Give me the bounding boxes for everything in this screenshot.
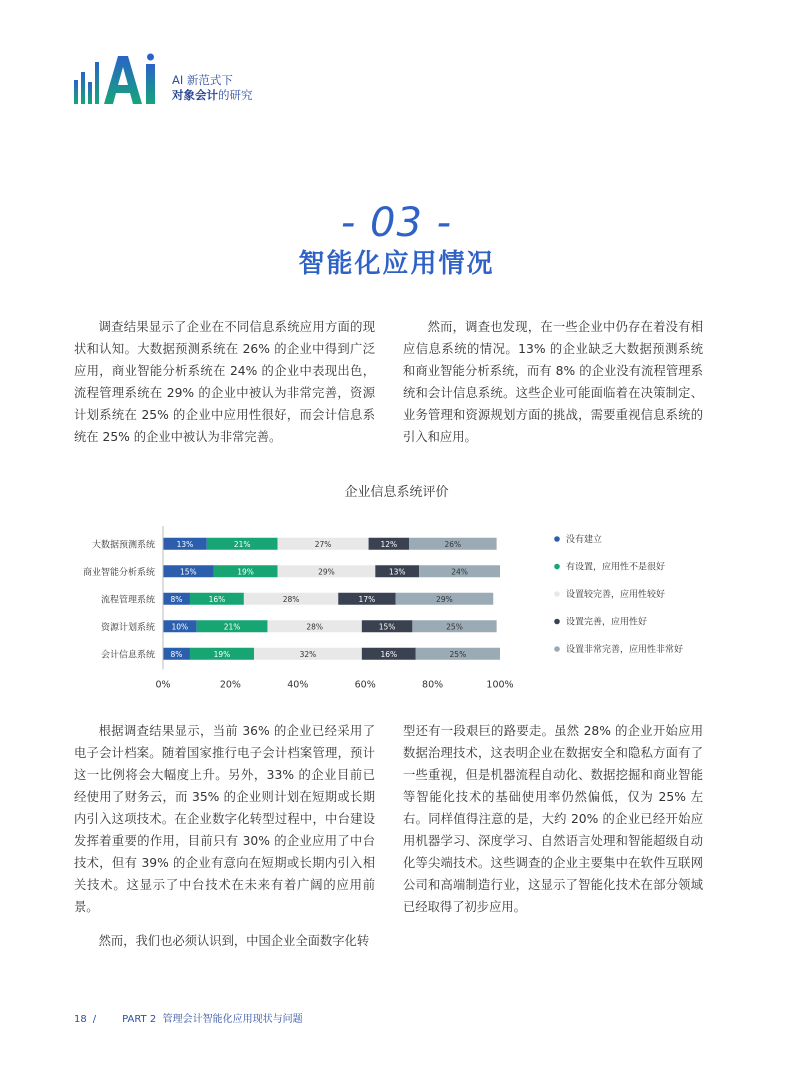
category-label: 大数据预测系统: [91, 540, 155, 551]
brand-line-2-rest: 的研究: [218, 88, 253, 102]
ai-logo: [74, 52, 164, 104]
x-tick-label: 20%: [219, 679, 241, 690]
x-tick-label: 100%: [486, 679, 514, 690]
data-label: 24%: [451, 567, 468, 577]
report-brand: [172, 73, 253, 103]
data-label: 26%: [444, 539, 462, 549]
legend-marker: [554, 646, 560, 652]
body-left-paragraph-1: 根据调查结果显示，当前 36% 的企业已经采用了电子会计档案。随着国家推行电子会计档案管理，预计这一比例将会大幅度上升。另外，33% 的企业目前已经使用了财务云，而 35% 的企业则计划在短期或长期内引入这项技术。在企业数字化转型过程中，中台建设发挥着重要的作用，目前只有 30% 的企业应用了中台技术，但有 39% 的企业有意向在短期或长期内引入相关技术。这显示了中台技术在未来有着广阔的应用前景。: [74, 724, 375, 914]
legend-marker: [554, 564, 560, 570]
category-label: 资源计划系统: [100, 622, 155, 633]
chart-title: 企业信息系统评价: [344, 485, 449, 500]
footer-chapter: 管理会计智能化应用现状与问题: [162, 1014, 303, 1025]
body-left-column: [74, 720, 375, 952]
brand-line-1: AI 新范式下: [172, 73, 233, 87]
data-label: 15%: [378, 622, 396, 632]
data-label: 19%: [237, 567, 254, 577]
data-label: 25%: [449, 649, 467, 659]
data-label: 16%: [208, 594, 226, 604]
category-label: 商业智能分析系统: [82, 567, 155, 578]
legend-label: 设置较完善，应用性较好: [566, 590, 666, 601]
data-label: 28%: [282, 594, 300, 604]
data-label: 15%: [179, 567, 197, 577]
intro-left-paragraph: 调查结果显示了企业在不同信息系统应用方面的现状和认知。大数据预测系统在 26% 的企业中得到广泛应用，商业智能分析系统在 24% 的企业中表现出色，流程管理系统在 29% 的企业中被认为非常完善，资源计划系统在 25% 的企业中应用性很好，而会计信息系统在 25% 的企业中被认为非常完善。: [74, 320, 375, 444]
x-tick-label: 60%: [354, 679, 376, 690]
data-label: 17%: [358, 594, 376, 604]
legend-marker: [554, 591, 560, 597]
intro-left-column: [74, 316, 375, 448]
brand-line-2-bold: 对象会计: [172, 88, 218, 102]
data-label: 13%: [388, 567, 406, 577]
data-label: 8%: [170, 594, 183, 604]
page-number: 18: [74, 1014, 87, 1025]
data-label: 21%: [233, 539, 251, 549]
legend-label: 设置非常完善，应用性非常好: [566, 645, 684, 656]
brand-line-2: [172, 88, 253, 103]
data-label: 25%: [446, 622, 463, 632]
legend-label: 没有建立: [566, 535, 603, 546]
data-label: 21%: [223, 622, 241, 632]
data-label: 28%: [306, 622, 323, 632]
data-label: 12%: [380, 539, 398, 549]
x-tick-label: 40%: [287, 679, 309, 690]
legend-label: 设置完善，应用性好: [566, 617, 648, 628]
x-tick-label: 0%: [155, 679, 171, 690]
data-label: 13%: [176, 539, 194, 549]
data-label: 32%: [299, 649, 317, 659]
data-label: 16%: [380, 649, 398, 659]
data-label: 29%: [318, 567, 335, 577]
x-tick-label: 80%: [422, 679, 444, 690]
stacked-bar-chart: [40, 520, 740, 690]
section-title: 智能化应用情况: [298, 249, 495, 279]
data-label: 10%: [171, 622, 189, 632]
page-footer: [74, 1010, 303, 1025]
data-label: 29%: [436, 594, 453, 604]
data-label: 19%: [213, 649, 231, 659]
body-right-column: [403, 720, 703, 918]
category-label: 会计信息系统: [100, 650, 155, 661]
section-number: - 03 -: [340, 200, 453, 246]
data-label: 8%: [170, 649, 183, 659]
legend-marker: [554, 619, 560, 625]
body-left-paragraph-2: 然而，我们也必须认识到，中国企业全面数字化转: [98, 934, 370, 948]
legend-marker: [554, 536, 560, 542]
footer-part: PART 2: [122, 1014, 157, 1025]
legend-label: 有设置，应用性不是很好: [566, 562, 666, 573]
footer-divider: /: [92, 1014, 97, 1025]
intro-right-column: [403, 316, 703, 448]
body-right-paragraph: 型还有一段艰巨的路要走。虽然 28% 的企业开始应用数据治理技术，这表明企业在数据安全和隐私方面有了一些重视，但是机器流程自动化、数据挖掘和商业智能等智能化技术的基础使用率仍然偏低，仅为 25% 左右。同样值得注意的是，大约 20% 的企业已经开始应用机器学习、深度学习、自然语言处理和智能超级自动化等尖端技术。这些调查的企业主要集中在软件互联网公司和高端制造行业，这显示了智能化技术在部分领域已经取得了初步应用。: [403, 724, 703, 914]
category-label: 流程管理系统: [100, 595, 155, 606]
data-label: 27%: [314, 539, 332, 549]
intro-right-paragraph: 然而，调查也发现，在一些企业中仍存在着没有相应信息系统的情况。13% 的企业缺乏大数据预测系统和商业智能分析系统，而有 8% 的企业没有流程管理系统和会计信息系统。这些企业可能面临着在决策制定、业务管理和资源规划方面的挑战，需要重视信息系统的引入和应用。: [403, 320, 703, 444]
